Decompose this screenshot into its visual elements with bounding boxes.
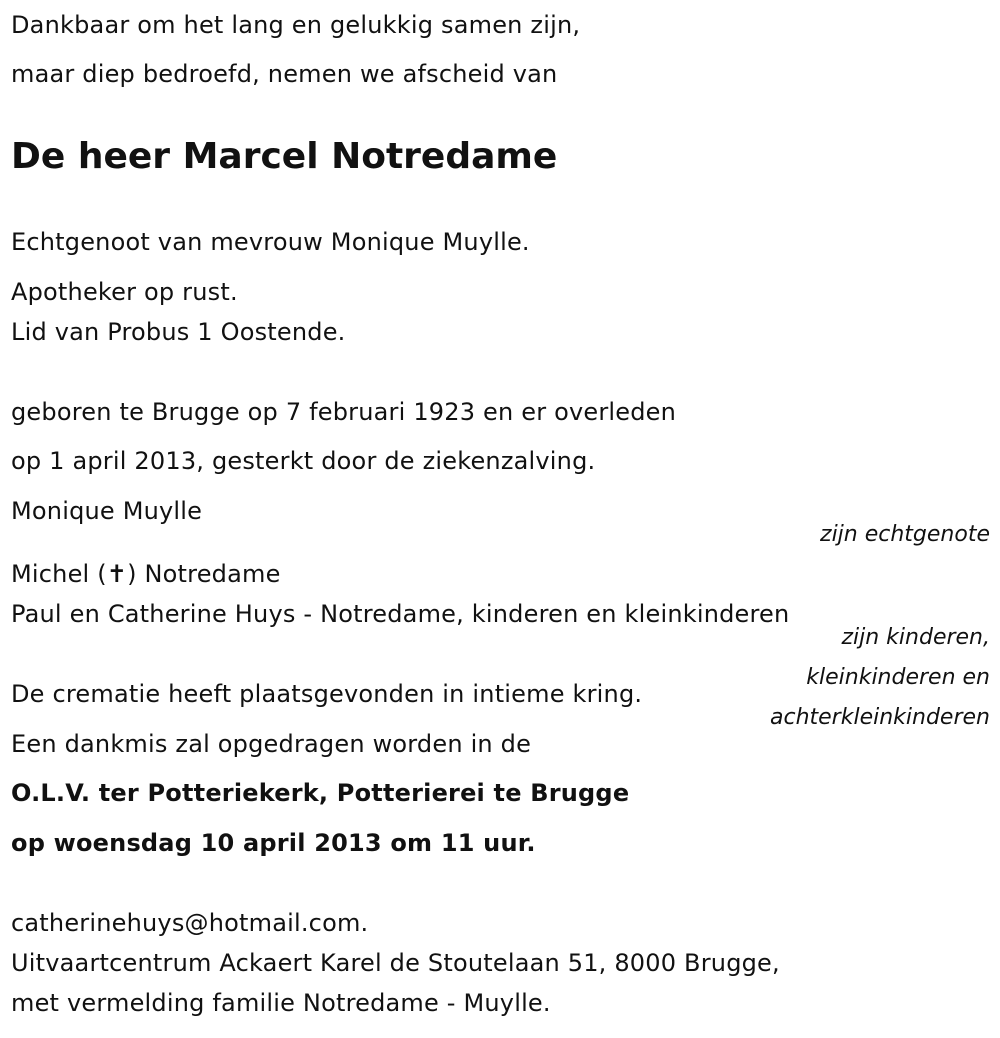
mass-location: O.L.V. ter Potteriekerk, Potterierei te Brugge — [11, 779, 630, 807]
profession-line: Apotheker op rust. — [11, 278, 238, 306]
children-role-3: achterkleinkinderen — [770, 705, 990, 730]
family-spouse-name: Monique Muylle — [11, 497, 203, 525]
children-role-2: kleinkinderen en — [806, 665, 990, 690]
spouse-line: Echtgenoot van mevrouw Monique Muylle. — [11, 228, 530, 256]
contact-address: Uitvaartcentrum Ackaert Karel de Stoutelaan 51, 8000 Brugge, — [11, 949, 780, 977]
family-child-1: Michel (✝) Notredame — [11, 560, 281, 588]
contact-mention: met vermelding familie Notredame - Muylle. — [11, 989, 551, 1017]
intro-line-1: Dankbaar om het lang en gelukkig samen zijn, — [11, 11, 581, 39]
membership-line: Lid van Probus 1 Oostende. — [11, 318, 346, 346]
contact-email: catherinehuys@hotmail.com. — [11, 909, 369, 937]
cremation-line: De crematie heeft plaatsgevonden in intieme kring. — [11, 680, 643, 708]
death-line: op 1 april 2013, gesterkt door de ziekenzalving. — [11, 447, 596, 475]
birth-line: geboren te Brugge op 7 februari 1923 en er overleden — [11, 398, 677, 426]
children-role-1: zijn kinderen, — [841, 625, 990, 650]
family-spouse-role: zijn echtgenote — [820, 522, 990, 547]
mass-datetime: op woensdag 10 april 2013 om 11 uur. — [11, 829, 536, 857]
family-child-2: Paul en Catherine Huys - Notredame, kinderen en kleinkinderen — [11, 600, 790, 628]
deceased-name: De heer Marcel Notredame — [11, 136, 558, 177]
mass-intro-line: Een dankmis zal opgedragen worden in de — [11, 730, 532, 758]
intro-line-2: maar diep bedroefd, nemen we afscheid van — [11, 60, 558, 88]
